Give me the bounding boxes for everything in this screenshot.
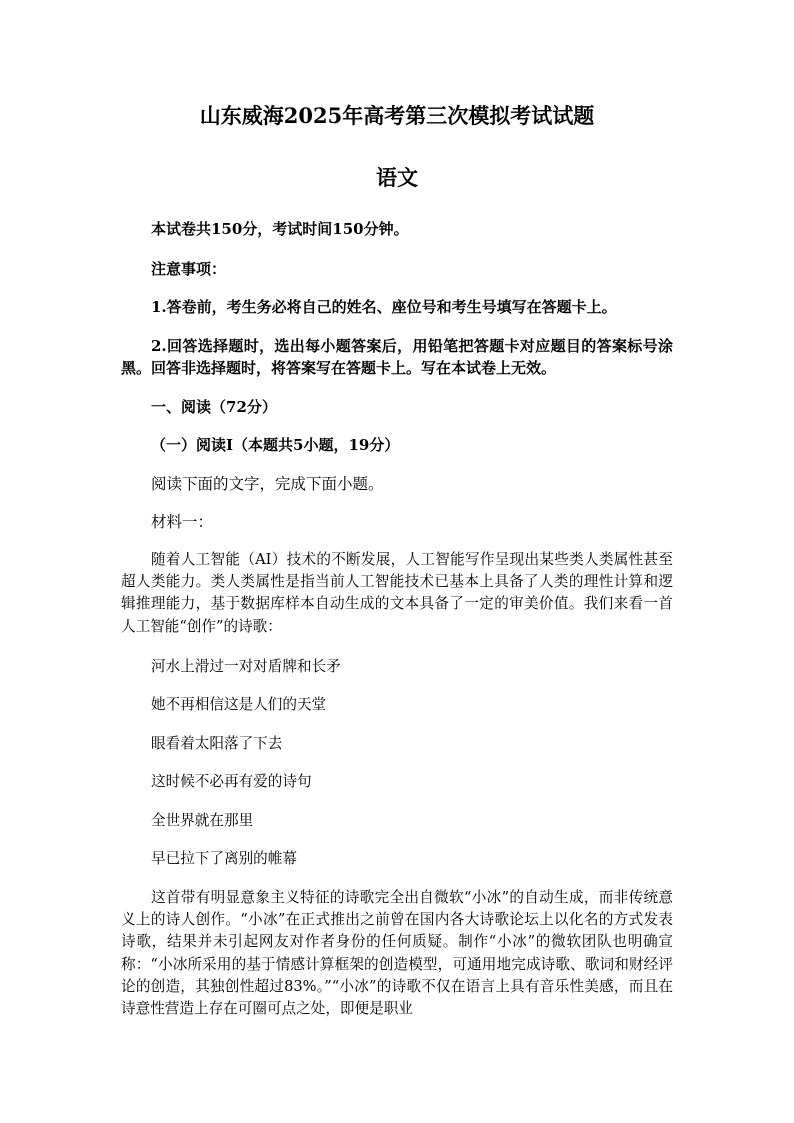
material-label: 材料一： xyxy=(151,513,214,531)
material-paragraph-2: 这首带有明显意象主义特征的诗歌完全出自微软“小冰”的自动生成，而非传统意义上的诗人创作。“小冰”在正式推出之前曾在国内各大诗歌论坛上以化名的方式发表诗歌，结果并未引起网友对作者身份的任何质疑。制作“小冰”的微软团队也明确宣称：“小冰所采用的基于情感计算框架的创造模型，可通用地完成诗歌、歌词和财经评论的创造，其独创性超过83%。”“小冰”的诗歌不仅在语言上具有音乐性美感，而且在诗意性营造上存在可圈可点之处，即便是职业 xyxy=(121,889,673,1018)
subject-title: 语文 xyxy=(376,165,418,190)
poem-line: 早已拉下了离别的帷幕 xyxy=(151,850,297,867)
section-subheading: （一）阅读Ⅰ（本题共5小题，19分） xyxy=(151,436,400,454)
poem-line: 这时候不必再有爱的诗句 xyxy=(151,773,312,790)
exam-title: 山东威海2025年高考第三次模拟考试试题 xyxy=(199,103,595,128)
reading-instruction: 阅读下面的文字，完成下面小题。 xyxy=(151,475,384,493)
time-score-line: 本试卷共150分，考试时间150分钟。 xyxy=(151,220,409,238)
note-1: 1.答卷前，考生务必将自己的姓名、座位号和考生号填写在答题卡上。 xyxy=(151,298,617,316)
poem-line: 眼看着太阳落了下去 xyxy=(151,735,283,752)
notes-heading: 注意事项： xyxy=(151,260,227,278)
poem-line: 河水上滑过一对对盾牌和长矛 xyxy=(151,658,341,675)
material-paragraph-1: 随着人工智能（AI）技术的不断发展，人工智能写作呈现出某些类人类属性甚至超人类能力。类人类属性是指当前人工智能技术已基本上具备了人类的理性计算和逻辑推理能力，基于数据库样本自动生成的文本具备了一定的审美价值。我们来看一首人工智能“创作”的诗歌： xyxy=(121,551,673,635)
note-2: 2.回答选择题时，选出每小题答案后，用铅笔把答题卡对应题目的答案标号涂黑。回答非选择题时，将答案写在答题卡上。写在本试卷上无效。 xyxy=(121,337,673,377)
poem-line: 全世界就在那里 xyxy=(151,812,254,829)
poem-line: 她不再相信这是人们的天堂 xyxy=(151,696,327,713)
section-heading: 一、阅读（72分） xyxy=(151,398,277,416)
